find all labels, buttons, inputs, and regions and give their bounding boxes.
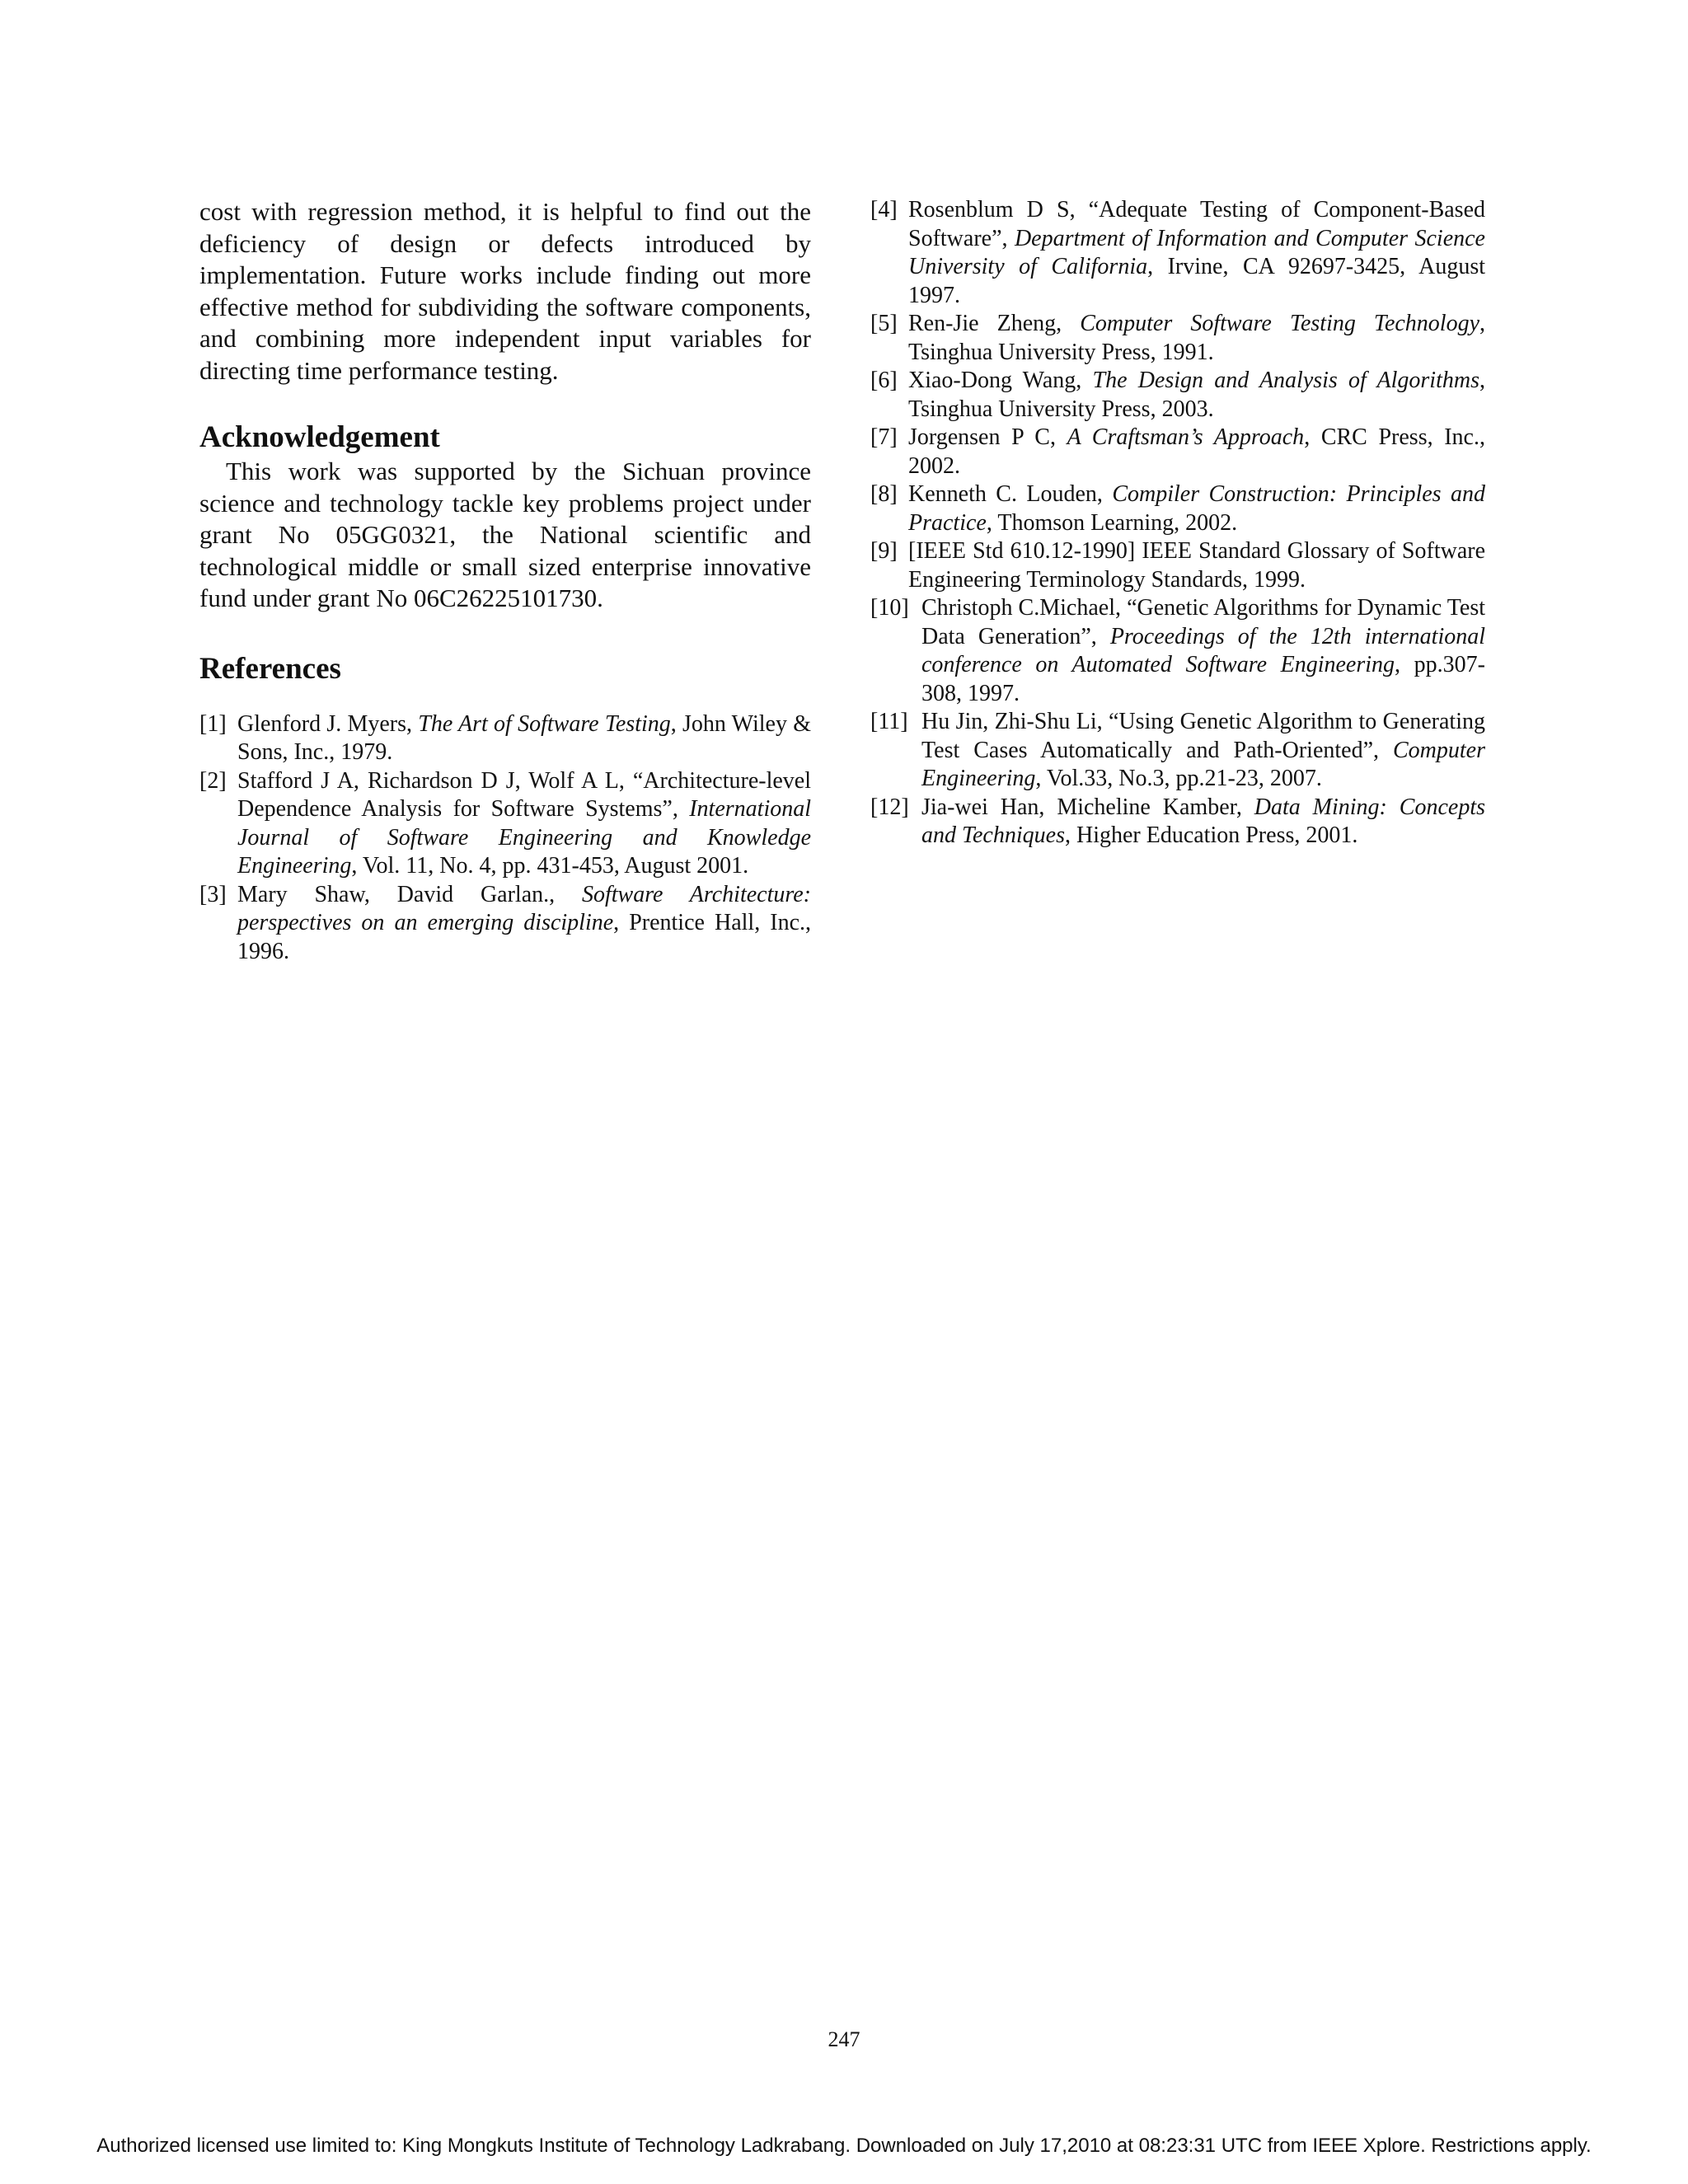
reference-number: [5]	[870, 311, 898, 336]
reference-number: [3]	[199, 881, 227, 907]
reference-title: Computer Engineering	[921, 737, 1485, 791]
right-column	[870, 196, 1485, 851]
references-heading: References	[199, 651, 341, 686]
reference-text: Jorgensen P C,	[908, 424, 1067, 450]
reference-number: [12]	[870, 794, 909, 820]
reference-3	[199, 881, 811, 967]
reference-5	[870, 310, 1485, 367]
acknowledgement-paragraph: This work was supported by the Sichuan province science and technology tackle key problems project under grant No 05GG0321, the National scientific and technological middle or small sized enterprise innovative fund under grant No 06C26225101730.	[199, 457, 811, 612]
reference-9	[870, 537, 1485, 594]
reference-text: , pp.307-308, 1997.	[921, 652, 1486, 706]
reference-text: Hu Jin, Zhi-Shu Li, “Using Genetic Algorithm to Generating Test Cases Automatically and Path-Oriented”,	[921, 709, 1485, 763]
reference-6	[870, 367, 1485, 424]
reference-text: , Thomson Learning, 2002.	[986, 509, 1238, 536]
license-footer: Authorized licensed use limited to: King Mongkuts Institute of Technology Ladkrabang. Downloaded on July 17,2010 at 08:23:31 UTC from IEEE Xplore. Restrictions apply.	[96, 2135, 1592, 2157]
reference-title: The Art of Software Testing	[418, 710, 671, 737]
acknowledgement-heading: Acknowledgement	[199, 420, 440, 454]
reference-title: International Journal of Software Engineering and Knowledge Engineering	[237, 796, 811, 879]
reference-title: Proceedings of the 12th international conference on Automated Software Engineering	[921, 623, 1485, 677]
reference-11	[870, 708, 1485, 794]
reference-number: [7]	[870, 424, 898, 450]
reference-title: The Design and Analysis of Algorithms	[1092, 368, 1479, 393]
reference-text: , Prentice Hall, Inc., 1996.	[237, 910, 811, 964]
reference-4	[870, 196, 1485, 310]
reference-number: [4]	[870, 197, 898, 223]
reference-text: , Irvine, CA 92697-3425, August 1997.	[908, 254, 1485, 308]
reference-text: , CRC Press, Inc., 2002.	[908, 424, 1485, 479]
reference-title: Compiler Construction: Principles and Practice	[908, 481, 1485, 536]
reference-title: Software Architecture: perspectives on an emerging discipline	[237, 881, 811, 935]
page-number: 247	[828, 2027, 860, 2051]
reference-text: Ren-Jie Zheng,	[908, 311, 1081, 336]
reference-7	[870, 424, 1485, 480]
reference-text: , John Wiley & Sons, Inc., 1979.	[237, 710, 811, 765]
reference-title: Data Mining: Concepts and Techniques	[921, 794, 1485, 848]
intro-paragraph: cost with regression method, it is helpful to find out the deficiency of design or defects introduced by implementation. Future works include finding out more effective method for subdividing the software components, and combining more independent input variables for directing time performance testing.	[199, 197, 811, 385]
reference-text: , Tsinghua University Press, 1991.	[908, 311, 1485, 365]
reference-text: Xiao-Dong Wang,	[908, 368, 1093, 393]
reference-8	[870, 480, 1485, 537]
reference-text: , Vol. 11, No. 4, pp. 431-453, August 2001.	[351, 853, 749, 879]
reference-number: [2]	[199, 767, 227, 794]
references-list-left	[199, 710, 811, 967]
reference-text: Glenford J. Myers,	[237, 710, 419, 737]
reference-number: [8]	[870, 481, 898, 507]
reference-text: Mary Shaw, David Garlan.,	[237, 881, 582, 907]
reference-text: Kenneth C. Louden,	[908, 481, 1113, 507]
reference-text: Jia-wei Han, Micheline Kamber,	[921, 794, 1254, 820]
reference-12	[870, 794, 1485, 851]
reference-text: Rosenblum D S, “Adequate Testing of Component-Based Software”,	[908, 197, 1485, 251]
reference-number: [1]	[199, 710, 227, 737]
reference-1	[199, 710, 811, 767]
references-list-right	[870, 196, 1485, 851]
reference-number: [9]	[870, 538, 898, 564]
reference-title: A Craftsman’s Approach	[1067, 424, 1305, 450]
reference-text: Christoph C.Michael, “Genetic Algorithms for Dynamic Test Data Generation”,	[921, 595, 1485, 649]
reference-title: Department of Information and Computer Science University of California	[908, 225, 1485, 279]
reference-number: [11]	[870, 709, 908, 734]
reference-text: [IEEE Std 610.12-1990] IEEE Standard Glossary of Software Engineering Terminology Standards, 1999.	[908, 538, 1485, 593]
reference-10	[870, 594, 1485, 708]
reference-number: [10]	[870, 595, 909, 621]
reference-text: Stafford J A, Richardson D J, Wolf A L, “Architecture-level Dependence Analysis for Software Systems”,	[237, 767, 811, 822]
left-column	[199, 196, 811, 966]
reference-title: Computer Software Testing Technology	[1080, 311, 1479, 336]
reference-2	[199, 767, 811, 881]
reference-text: , Higher Education Press, 2001.	[1064, 823, 1358, 848]
reference-text: , Tsinghua University Press, 2003.	[908, 368, 1485, 422]
reference-text: , Vol.33, No.3, pp.21-23, 2007.	[1035, 766, 1322, 791]
reference-number: [6]	[870, 368, 898, 393]
